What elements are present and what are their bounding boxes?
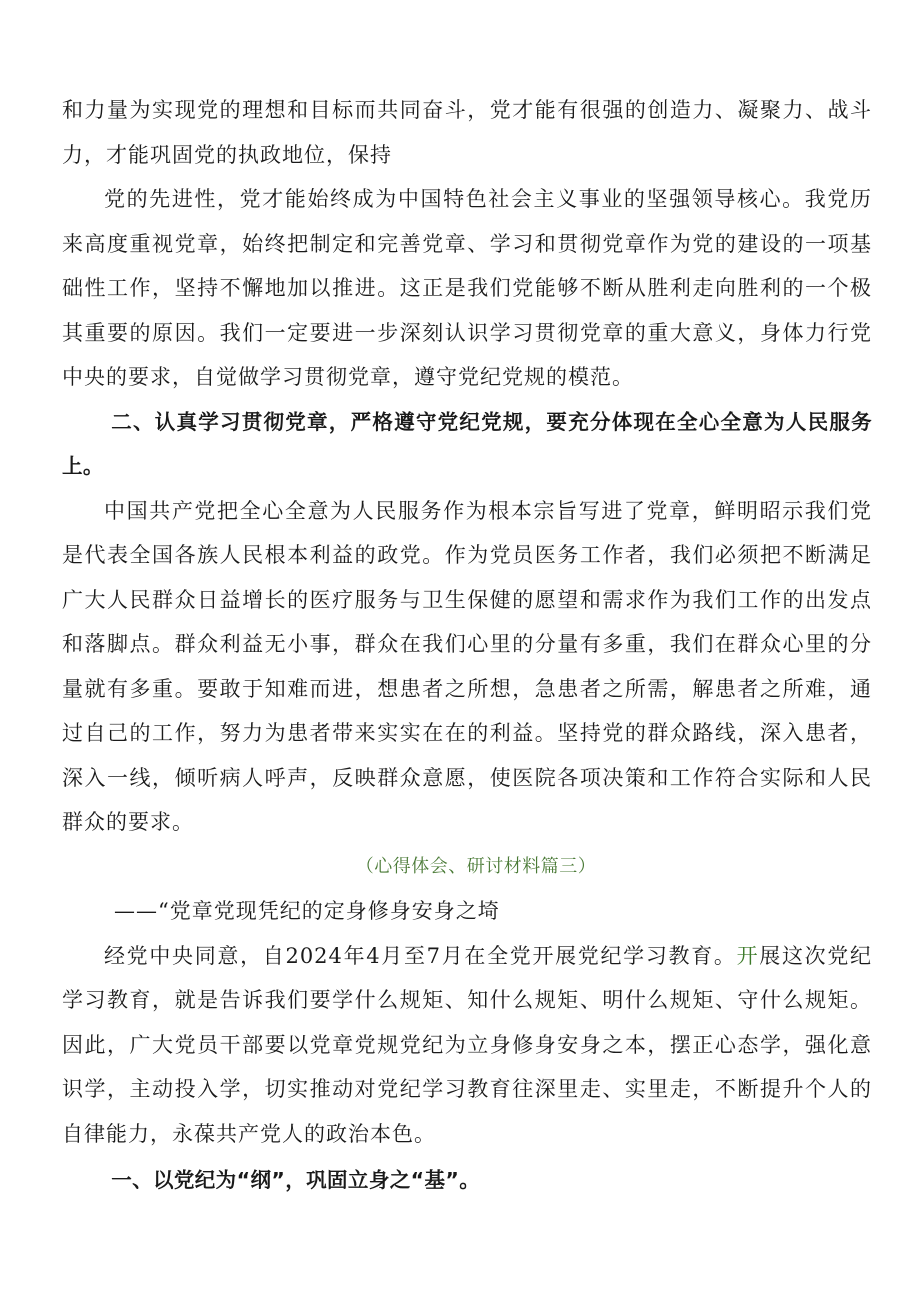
paragraph-party-advancement: 党的先进性，党才能始终成为中国特色社会主义事业的坚强领导核心。我党历来高度重视党章，始终把制定和完善党章、学习和贯彻党章作为党的建设的一项基础性工作，坚持不懈地加以推进。这正是我们党能够不断从胜利走向胜利的一个极其重要的原因。我们一定要进一步深刻认识学习贯彻党章的重大意义，身体力行党中央的要求，自觉做学习贯彻党章，遵守党纪党规的模范。: [62, 187, 872, 389]
document-page: [62, 88, 872, 1203]
subtitle-line: [62, 889, 872, 934]
paragraph-intro-continuation: 和力量为实现党的理想和目标而共同奋斗，党才能有很强的创造力、凝聚力、战斗力，才能巩固党的执政地位，保持: [62, 98, 872, 167]
heading-section-two: 二、认真学习贯彻党章，严格遵守党纪党规，要充分体现在全心全意为人民服务上。: [62, 409, 872, 478]
subtitle-dash: ——: [114, 899, 158, 923]
paragraph-discipline-accent: 开: [736, 943, 760, 968]
subtitle-text: “党章党现凭纪的定身修身安身之埼: [158, 899, 500, 923]
section-title-part-three: （心得体会、研讨材料篇三）: [355, 855, 597, 877]
paragraph-discipline-part1: 经党中央同意，自2024年4月至7月在全党开展党纪学习教育。: [104, 943, 737, 968]
paragraph-serve-the-people: 中国共产党把全心全意为人民服务作为根本宗旨写进了党章，鲜明昭示我们党是代表全国各族人民根本利益的政党。作为党员医务工作者，我们必须把不断满足广大人民群众日益增长的医疗服务与卫生保健的愿望和需求作为我们工作的出发点和落脚点。群众利益无小事，群众在我们心里的分量有多重，我们在群众心里的分量就有多重。要敢于知难而进，想患者之所想，急患者之所需，解患者之所难，通过自己的工作，努力为患者带来实实在在的利益。坚持党的群众路线，深入患者，深入一线，倾听病人呼声，反映群众意愿，使医院各项决策和工作符合实际和人民群众的要求。: [62, 498, 872, 834]
paragraph-discipline-part2: 展这次党纪学习教育，就是告诉我们要学什么规矩、知什么规矩、明什么规矩、守什么规矩。因此，广大党员干部要以党章党规党纪为立身修身安身之本，摆正心态学，强化意识学，主动投入学，切实推动对党纪学习教育往深里走、实里走，不断提升个人的自律能力，永葆共产党人的政治本色。: [62, 943, 873, 1146]
paragraph-discipline-education: [62, 934, 872, 1157]
heading-subsection-one: 一、以党纪为“纲”，巩固立身之“基”。: [111, 1168, 481, 1192]
